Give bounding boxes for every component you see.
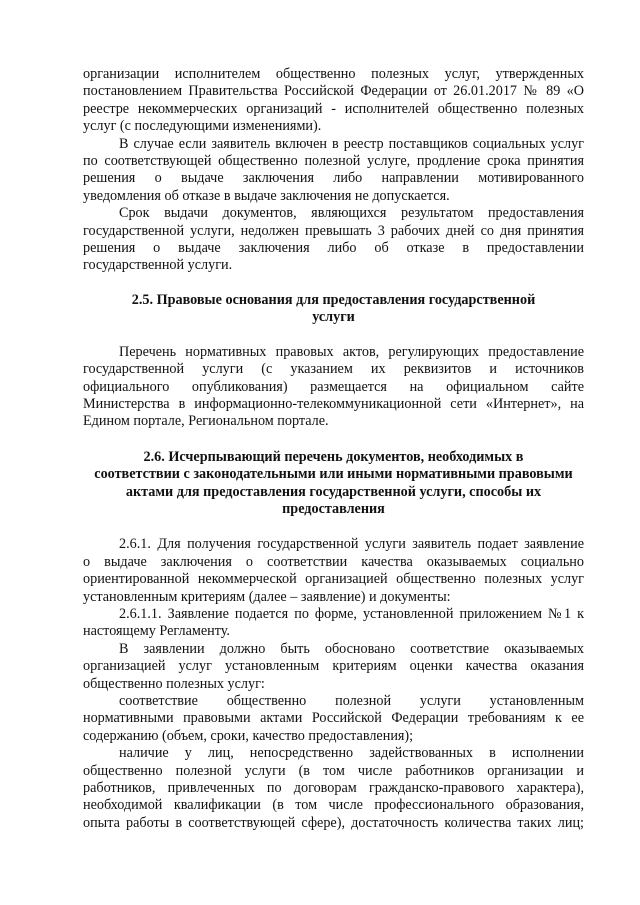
heading-line: 2.5. Правовые основания для предоставления государственной [131, 291, 536, 308]
text-line: уведомления об отказе в выдаче заключения не допускается. [83, 187, 450, 204]
text-line: общественно полезной услуги (в том числе работников организации и [83, 762, 584, 779]
text-line: 2.6.1.1. Заявление подается по форме, установленной приложением №1 к [119, 605, 584, 622]
text-line: общественно полезных услуг: [83, 675, 265, 692]
text-line: официального опубликования) размещается на официальном сайте [83, 378, 584, 395]
text-line: ориентированной некоммерческой организацией общественно полезных услуг [83, 571, 584, 588]
text-line: работников, привлеченных по договорам гражданско-правового характера), [83, 780, 584, 797]
heading-line: соответствии с законодательными или иными нормативными правовыми [94, 466, 573, 483]
text-line: соответствие общественно полезной услуги установленным [119, 693, 584, 709]
text-line: постановлением Правительства Российской Федерации от 26.01.2017 № 89 «О [83, 83, 584, 100]
paragraph-extension-not-allowed [83, 136, 584, 206]
text-line: наличие у лиц, непосредственно задействованных в исполнении [119, 745, 584, 762]
text-line: опыта работы в соответствующей сфере), достаточность количества таких лиц; [83, 814, 584, 831]
paragraph-2-6-1-1 [83, 606, 584, 641]
text-line: государственной услуги (с указанием их реквизитов и источников [83, 361, 584, 378]
text-line: нормативными правовыми актами Российской Федерации требованиям к ее [83, 710, 584, 727]
paragraph-criterion-compliance [83, 693, 584, 745]
text-line: услуг (с последующими изменениями). [83, 118, 322, 135]
text-line: Министерства в информационно-телекоммуникационной сети «Интернет», на [83, 395, 584, 412]
paragraph-2-6-1 [83, 536, 584, 606]
paragraph-application-justification [83, 641, 584, 693]
section-heading-2-5 [83, 292, 584, 327]
text-line: организации исполнителем общественно полезных услуг, утвержденных [83, 66, 584, 82]
heading-line: услуги [312, 309, 355, 326]
text-line: В заявлении должно быть обосновано соответствие оказываемых [119, 640, 584, 657]
text-line: решения о выдаче заключения либо направлении мотивированного [83, 170, 584, 187]
text-line: 2.6.1. Для получения государственной услуги заявитель подает заявление [119, 536, 584, 553]
text-line: необходимой квалификации (в том числе профессионального образования, [83, 797, 584, 814]
section-heading-2-6 [83, 449, 584, 519]
text-line: реестре некоммерческих организаций - исполнителей общественно полезных [83, 100, 584, 117]
heading-line: 2.6. Исчерпывающий перечень документов, необходимых в [143, 448, 524, 465]
heading-line: актами для предоставления государственной услуги, способы их [125, 483, 542, 500]
paragraph-registry-reference [83, 66, 584, 136]
paragraph-criterion-qualification [83, 745, 584, 832]
text-line: о выдаче заключения о соответствии качества оказываемых социально [83, 553, 584, 570]
text-line: организацией услуг установленным критериям оценки качества оказания [83, 658, 584, 675]
text-line: настоящему Регламенту. [83, 623, 230, 640]
text-line: государственной услуги, недолжен превышать 3 рабочих дней со дня принятия [83, 222, 584, 239]
text-line: по соответствующей общественно полезной услуге, продление срока принятия [83, 153, 584, 170]
text-line: решения о выдаче заключения либо об отказе в предоставлении [83, 240, 584, 257]
text-line: содержанию (объем, сроки, качество предоставления); [83, 727, 414, 744]
text-line: установленным критериям (далее – заявление) и документы: [83, 588, 451, 605]
paragraph-legal-acts-list [83, 344, 584, 431]
text-line: Перечень нормативных правовых актов, регулирующих предоставление [119, 343, 584, 360]
text-line: государственной услуги. [83, 257, 233, 274]
heading-line: предоставления [282, 500, 385, 517]
text-line: Срок выдачи документов, являющихся результатом предоставления [119, 205, 584, 222]
text-line: В случае если заявитель включен в реестр поставщиков социальных услуг [119, 135, 584, 152]
text-line: Едином портале, Региональном портале. [83, 413, 329, 430]
paragraph-issue-deadline [83, 205, 584, 275]
